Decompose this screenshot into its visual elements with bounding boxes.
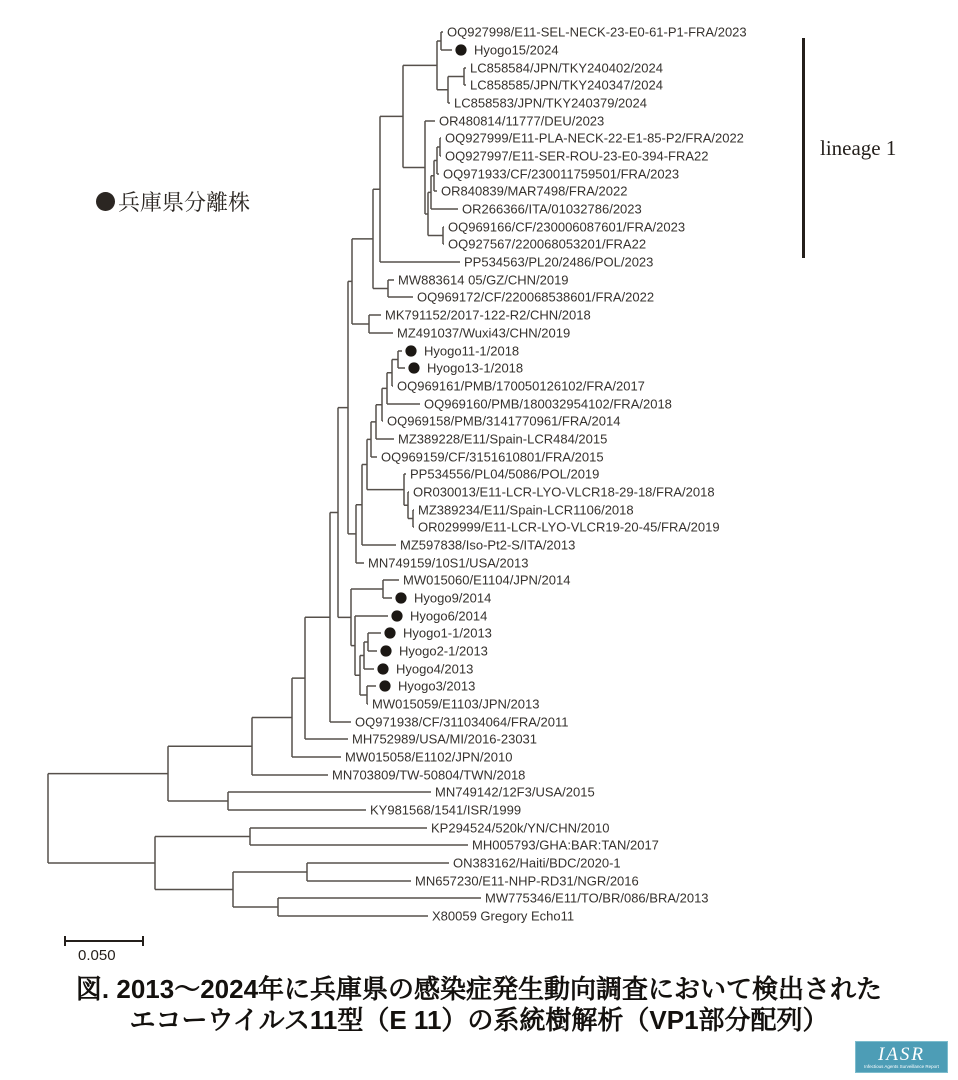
taxon-label: MW015060/E1104/JPN/2014 [403, 572, 571, 588]
taxon-label: PP534556/PL04/5086/POL/2019 [410, 466, 600, 482]
taxon-label: MW775346/E11/TO/BR/086/BRA/2013 [485, 890, 709, 906]
iasr-logo-title: IASR [877, 1043, 926, 1065]
taxon-label: MN749142/12F3/USA/2015 [435, 784, 595, 800]
taxon-label: OR480814/11777/DEU/2023 [439, 113, 605, 129]
taxon-label: LC858584/JPN/TKY240402/2024 [470, 60, 663, 76]
scale-bar-right-tick [142, 936, 144, 946]
taxon-label: OQ927998/E11-SEL-NECK-23-E0-61-P1-FRA/2023 [447, 24, 747, 40]
hyogo-isolate-dot [455, 44, 466, 55]
taxon-label: OQ969159/CF/3151610801/FRA/2015 [381, 449, 604, 465]
taxon-label: X80059 Gregory Echo11 [432, 908, 575, 924]
legend-label: 兵庫県分離株 [118, 190, 251, 215]
taxon-label: MZ491037/Wuxi43/CHN/2019 [397, 325, 571, 341]
taxon-label: OQ927997/E11-SER-ROU-23-E0-394-FRA22 [445, 148, 709, 164]
taxon-label: OR840839/MAR7498/FRA/2022 [441, 183, 628, 199]
taxon-label: OR266366/ITA/01032786/2023 [462, 201, 642, 217]
hyogo-isolate-dot [408, 362, 419, 373]
scale-bar [64, 933, 144, 963]
taxon-label: Hyogo15/2024 [474, 42, 559, 58]
taxon-label: MW015059/E1103/JPN/2013 [372, 696, 540, 712]
taxon-label: MZ389234/E11/Spain-LCR1106/2018 [418, 502, 634, 518]
iasr-logo-subtitle: Infectious Agents Surveillance Report [864, 1063, 939, 1069]
taxon-label: MH752989/USA/MI/2016-23031 [352, 731, 538, 747]
taxon-label: OQ969160/PMB/180032954102/FRA/2018 [424, 396, 672, 412]
taxon-label: Hyogo13-1/2018 [427, 360, 524, 376]
taxon-label: MZ389228/E11/Spain-LCR484/2015 [398, 431, 608, 447]
taxon-label: MK791152/2017-122-R2/CHN/2018 [385, 307, 591, 323]
taxon-label: MN703809/TW-50804/TWN/2018 [332, 767, 526, 783]
hyogo-isolate-dot [377, 663, 388, 674]
taxon-label: OQ971938/CF/311034064/FRA/2011 [355, 714, 569, 730]
scale-bar-value: 0.050 [78, 947, 116, 964]
hyogo-isolate-dot [395, 592, 406, 603]
taxon-label: OR030013/E11-LCR-LYO-VLCR18-29-18/FRA/2018 [413, 484, 715, 500]
scale-bar-left-tick [64, 936, 66, 946]
taxon-label: PP534563/PL20/2486/POL/2023 [464, 254, 654, 270]
taxon-label: OQ969172/CF/220068538601/FRA/2022 [417, 289, 655, 305]
taxon-label: OQ969158/PMB/3141770961/FRA/2014 [387, 413, 621, 429]
taxon-label: Hyogo4/2013 [396, 661, 474, 677]
taxon-label: LC858585/JPN/TKY240347/2024 [470, 77, 663, 93]
taxon-label: Hyogo1-1/2013 [403, 625, 492, 641]
taxon-label: OQ927999/E11-PLA-NECK-22-E1-85-P2/FRA/2022 [445, 130, 744, 146]
iasr-logo [855, 1041, 948, 1073]
taxon-label: LC858583/JPN/TKY240379/2024 [454, 95, 647, 111]
lineage1-bracket [802, 38, 805, 258]
taxon-label: OR029999/E11-LCR-LYO-VLCR19-20-45/FRA/2019 [418, 519, 720, 535]
taxon-label: MZ597838/Iso-Pt2-S/ITA/2013 [400, 537, 576, 553]
taxon-label: MN657230/E11-NHP-RD31/NGR/2016 [415, 873, 639, 889]
lineage1-label: lineage 1 [820, 136, 897, 160]
hyogo-isolate-dot [380, 645, 391, 656]
taxon-label: KY981568/1541/ISR/1999 [370, 802, 522, 818]
taxon-label: OQ969161/PMB/170050126102/FRA/2017 [397, 378, 645, 394]
taxon-label: MN749159/10S1/USA/2013 [368, 555, 529, 571]
hyogo-isolate-dot [405, 345, 416, 356]
taxon-label: OQ971933/CF/230011759501/FRA/2023 [443, 166, 680, 182]
taxon-label: MW015058/E1102/JPN/2010 [345, 749, 513, 765]
taxon-label: OQ969166/CF/230006087601/FRA/2023 [448, 219, 686, 235]
taxon-label: Hyogo6/2014 [410, 608, 488, 624]
taxon-label: ON383162/Haiti/BDC/2020-1 [453, 855, 621, 871]
taxon-label: Hyogo2-1/2013 [399, 643, 488, 659]
filled-circle-icon [96, 192, 115, 211]
hyogo-isolate-dot [391, 610, 402, 621]
taxon-label: MW883614 05/GZ/CHN/2019 [398, 272, 569, 288]
figure-caption [0, 974, 958, 1036]
caption-line-1: 図. 2013～2024年に兵庫県の感染症発生動向調査において検出された [75, 974, 883, 1004]
taxon-label: OQ927567/220068053201/FRA22 [448, 236, 647, 252]
taxon-label: MH005793/GHA:BAR:TAN/2017 [472, 837, 659, 853]
taxon-label: Hyogo3/2013 [398, 678, 476, 694]
legend-hyogo-isolates [96, 186, 250, 217]
taxon-label: Hyogo9/2014 [414, 590, 492, 606]
caption-line-2: エコーウイルス11型（E 11）の系統樹解析（VP1部分配列） [129, 1005, 829, 1035]
taxon-label: KP294524/520k/YN/CHN/2010 [431, 820, 610, 836]
hyogo-isolate-dot [384, 627, 395, 638]
scale-bar-line [64, 940, 144, 942]
taxon-label: Hyogo11-1/2018 [424, 343, 520, 359]
hyogo-isolate-dot [379, 680, 390, 691]
